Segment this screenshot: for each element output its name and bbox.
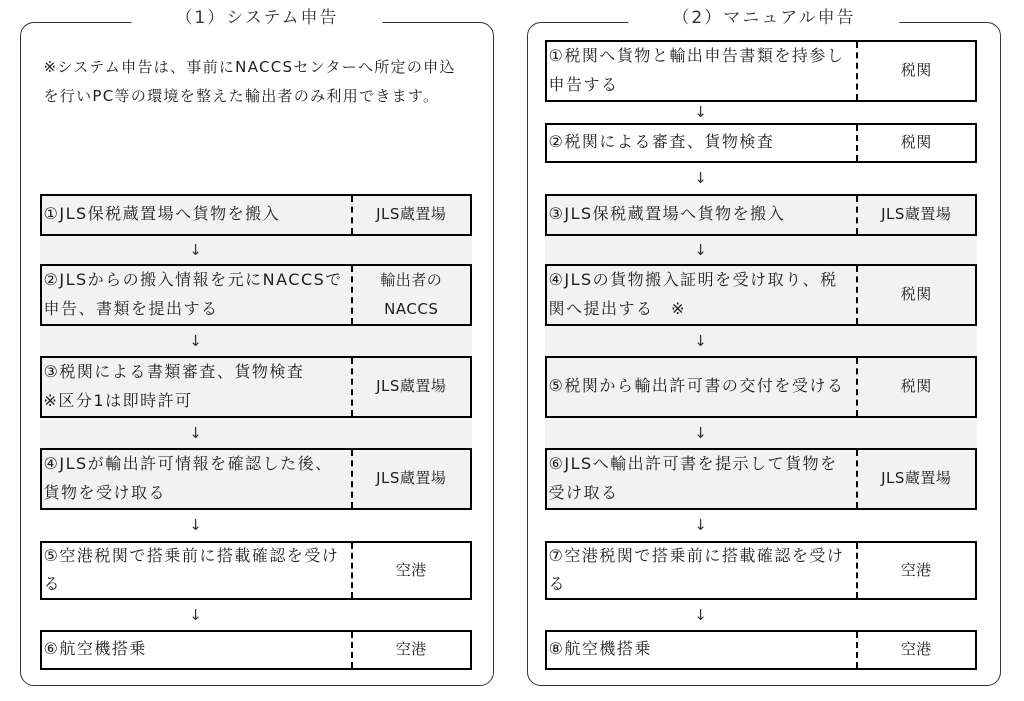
step-description [42, 450, 352, 508]
step-text-line: ⑧航空機搭乗 [548, 639, 652, 659]
flow-connector [545, 510, 977, 541]
flow-step-2 [40, 264, 472, 326]
note-line: ※システム申告は、事前にNACCSセンターへ所定の申込 [43, 58, 456, 76]
panel-title: （1）システム申告 [131, 5, 382, 31]
system-declaration-note [44, 53, 456, 111]
step-description [547, 450, 857, 508]
location-text: 空港 [900, 640, 932, 658]
flow-connector [545, 326, 977, 356]
step-description [547, 358, 857, 416]
down-arrow-icon: ↓ [694, 103, 707, 121]
flow-step-1 [40, 194, 472, 236]
step-description [42, 358, 352, 416]
down-arrow-icon: ↓ [189, 605, 202, 624]
flow-step-5 [545, 356, 977, 418]
step-text-line: ④JLSが輸出許可情報を確認した後、 [43, 454, 333, 473]
step-location [351, 358, 470, 416]
flow-step-4 [40, 448, 472, 510]
step-text-line: ③税関による書類審査、貨物検査 [43, 362, 305, 381]
flow-connector [40, 600, 472, 630]
panel-title: （2）マニュアル申告 [628, 5, 899, 31]
flow-step-3 [545, 194, 977, 236]
step-text-line: ⑤空港税関で搭乗前に搭載確認を受け [43, 545, 340, 565]
location-text: JLS蔵置場 [881, 469, 952, 487]
step-location [856, 42, 975, 100]
step-text-line: ⑥航空機搭乗 [43, 639, 147, 659]
step-text-line: 申告、書類を提出する [43, 298, 219, 318]
location-text: NACCS [384, 299, 439, 318]
location-text: 税関 [900, 61, 932, 79]
flow-step-8 [545, 630, 977, 670]
location-text: JLS蔵置場 [376, 205, 447, 223]
step-text-line: ⑦空港税関で搭乗前に搭載確認を受け [548, 545, 845, 565]
down-arrow-icon: ↓ [189, 240, 202, 259]
flow-connector [40, 236, 472, 264]
location-text: 輸出者の [380, 270, 443, 289]
step-text-line: 貨物を受け取る [43, 482, 167, 502]
step-location [856, 266, 975, 324]
step-location [856, 632, 975, 668]
flow-connector [545, 102, 977, 123]
flow-connector [40, 418, 472, 448]
step-location [856, 543, 975, 598]
step-text-line: る [43, 574, 62, 593]
step-location [351, 632, 470, 668]
step-location [351, 266, 470, 324]
location-text: JLS蔵置場 [376, 377, 447, 395]
down-arrow-icon: ↓ [694, 169, 707, 187]
down-arrow-icon: ↓ [694, 331, 707, 350]
step-text-line: ⑤税関から輸出許可書の交付を受ける [548, 376, 845, 396]
step-text-line: ※区分1は即時許可 [43, 390, 193, 410]
step-text-line: ②JLSからの搬入情報を元にNACCSで [43, 270, 343, 289]
down-arrow-icon: ↓ [694, 516, 707, 534]
note-line: を行いPC等の環境を整えた輸出者のみ利用できます。 [43, 87, 440, 105]
step-text-line: ④JLSの貨物搬入証明を受け取り、税 [548, 270, 838, 289]
flow-connector [545, 600, 977, 630]
step-description [547, 266, 857, 324]
flow-connector [40, 510, 472, 541]
location-text: 税関 [900, 377, 932, 395]
step-location [856, 358, 975, 416]
location-text: 税関 [900, 133, 932, 151]
step-description [547, 42, 857, 100]
flow-step-6 [545, 448, 977, 510]
manual-declaration-panel [527, 7, 1001, 686]
step-text-line: ②税関による審査、貨物検査 [548, 132, 775, 152]
down-arrow-icon: ↓ [189, 516, 202, 534]
flow-step-5 [40, 541, 472, 600]
step-text-line: る [548, 574, 567, 593]
down-arrow-icon: ↓ [694, 423, 707, 442]
flow-step-7 [545, 541, 977, 600]
location-text: 空港 [395, 560, 427, 579]
step-description [42, 196, 352, 234]
down-arrow-icon: ↓ [694, 240, 707, 259]
flow-step-6 [40, 630, 472, 670]
step-description [42, 543, 352, 598]
step-description [42, 266, 352, 324]
location-text: 空港 [395, 640, 427, 658]
step-description [547, 543, 857, 598]
location-text: JLS蔵置場 [376, 469, 447, 487]
system-declaration-panel [20, 7, 494, 686]
flow-step-1 [545, 40, 977, 102]
step-description [42, 632, 352, 668]
step-location [856, 125, 975, 161]
step-location [856, 196, 975, 234]
step-location [351, 543, 470, 598]
step-text-line: ①JLS保税蔵置場へ貨物を搬入 [43, 204, 281, 224]
step-location [351, 196, 470, 234]
flow-step-3 [40, 356, 472, 418]
down-arrow-icon: ↓ [189, 331, 202, 350]
flow-connector [545, 163, 977, 194]
step-text-line: 受け取る [548, 482, 619, 502]
flow-connector [545, 236, 977, 264]
step-text-line: ③JLS保税蔵置場へ貨物を搬入 [548, 204, 786, 224]
step-text-line: 関へ提出する ※ [548, 298, 686, 318]
location-text: 空港 [900, 560, 932, 579]
flow-connector [545, 418, 977, 448]
location-text: JLS蔵置場 [881, 205, 952, 223]
flow-connector [40, 326, 472, 356]
step-text-line: ⑥JLSへ輸出許可書を提示して貨物を [548, 454, 838, 473]
flow-step-4 [545, 264, 977, 326]
down-arrow-icon: ↓ [694, 605, 707, 624]
step-location [856, 450, 975, 508]
location-text: 税関 [900, 285, 932, 303]
step-description [547, 196, 857, 234]
step-description [547, 632, 857, 668]
step-text-line: ①税関へ貨物と輸出申告書類を持参し [548, 46, 845, 65]
step-description [547, 125, 857, 161]
step-text-line: 申告する [548, 74, 619, 94]
down-arrow-icon: ↓ [189, 423, 202, 442]
step-location [351, 450, 470, 508]
flow-step-2 [545, 123, 977, 163]
